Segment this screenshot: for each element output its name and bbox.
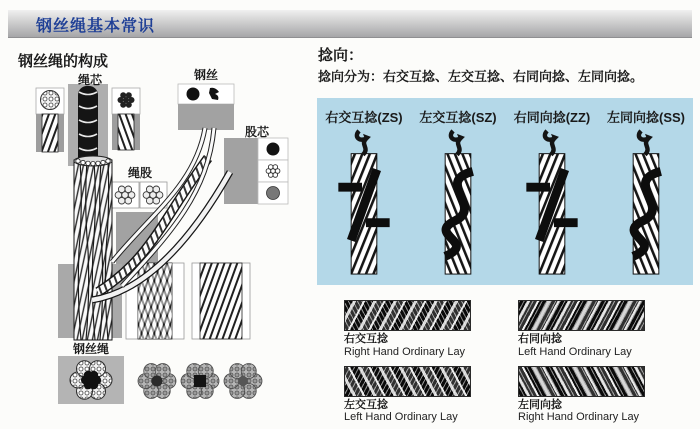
lay-type-zz — [505, 98, 599, 285]
lay-type-label: 左交互捻(SZ) — [419, 110, 497, 125]
sample-label-en: Right Hand Ordinary Lay — [344, 345, 466, 358]
lay-type-label: 左同向捻(SS) — [606, 110, 685, 125]
label-steel-wire: 钢丝 — [193, 68, 218, 82]
lay-sample-right-ordinary — [344, 300, 518, 359]
label-rope-strand: 绳股 — [127, 166, 152, 180]
sample-label-en: Right Hand Ordinary Lay — [518, 411, 640, 424]
lay-type-ss — [599, 98, 693, 285]
lay-type-zs — [317, 98, 411, 285]
rope-photo-strip — [344, 366, 471, 397]
lay-heading: 捻向： — [318, 47, 364, 64]
lay-rope-illustration — [599, 128, 693, 278]
sample-label-en: Left Hand Ordinary Lay — [518, 345, 632, 358]
rope-photo-strip — [344, 300, 471, 331]
rope-photo-strip — [518, 366, 645, 397]
lay-rope-illustration — [411, 128, 505, 278]
strand-core-box — [224, 138, 288, 204]
rope-core-panel-left — [36, 88, 64, 152]
lay-type-sz — [411, 98, 505, 285]
wire-rope-cross-sections — [58, 356, 262, 404]
label-strand-core: 股芯 — [244, 125, 269, 139]
lay-sample-left-ordinary — [344, 366, 518, 425]
lay-sample-left-lang — [518, 366, 692, 425]
rope-core-panel-center — [68, 84, 108, 166]
sample-label-zh: 左同向捻 — [518, 398, 562, 411]
lay-sample-right-lang — [518, 300, 692, 359]
lay-rope-illustration — [505, 128, 599, 278]
sample-label-zh: 右同向捻 — [518, 333, 562, 345]
lay-types-panel — [317, 98, 693, 285]
label-wire-rope: 钢丝绳 — [72, 342, 109, 356]
lay-type-label: 右同向捻(ZZ) — [513, 110, 591, 125]
lay-type-label: 右交互捻(ZS) — [325, 110, 403, 125]
sample-label-zh: 左交互捻 — [344, 398, 388, 411]
main-rope — [74, 156, 112, 340]
composition-heading: 钢丝绳的构成 — [18, 53, 109, 70]
sample-label-zh: 右交互捻 — [344, 333, 388, 345]
rope-core-panel-right — [112, 88, 140, 150]
label-rope-core: 绳芯 — [77, 73, 102, 87]
sample-label-en: Left Hand Ordinary Lay — [344, 411, 458, 424]
lay-rope-illustration — [317, 128, 411, 278]
lay-sample-grid — [344, 300, 696, 425]
wire-rope-composition-diagram — [0, 0, 310, 429]
lay-description: 捻向分为：右交互捻、左交互捻、右同向捻、左同向捻。 — [318, 69, 644, 84]
rope-photo-strip — [518, 300, 645, 331]
page-title: 钢丝绳基本常识 — [36, 18, 156, 35]
